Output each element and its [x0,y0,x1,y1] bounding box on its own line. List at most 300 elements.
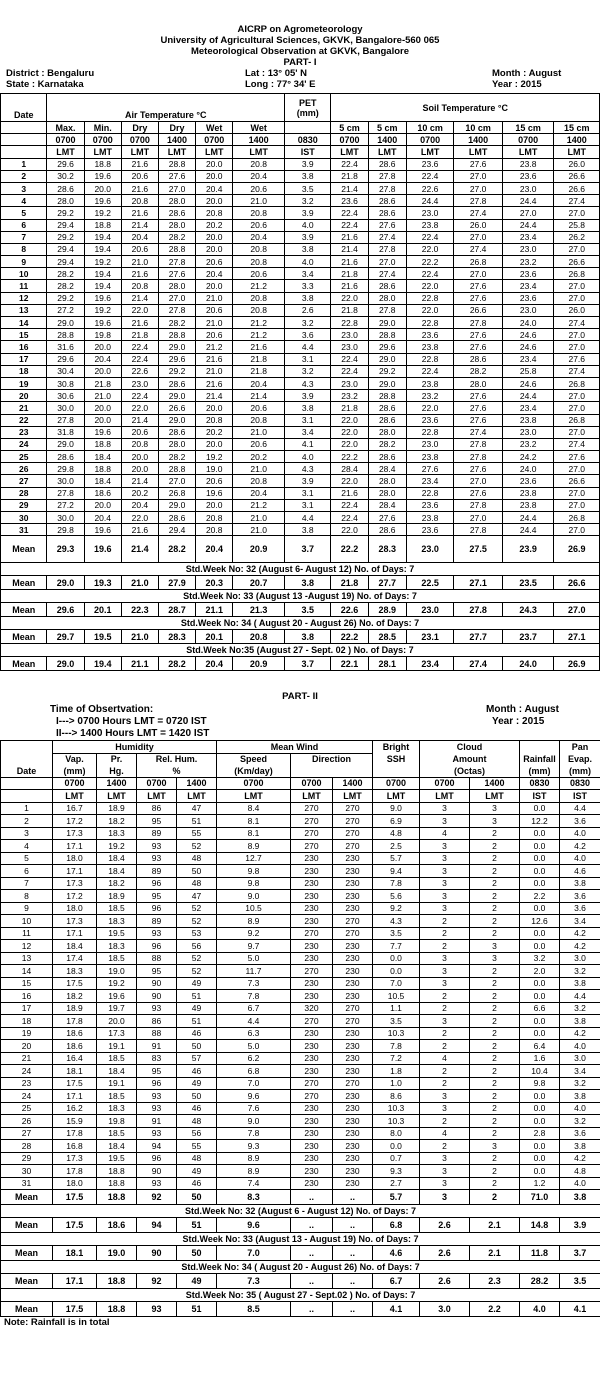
table-cell: 21.4 [331,182,368,194]
table-cell: 83 [137,1052,177,1065]
week-mean-cell: .. [333,1274,373,1289]
table-cell: 2 [420,1002,470,1015]
table-cell: 22.0 [331,438,368,450]
table-cell: 55 [177,1140,217,1153]
table-row [1,304,600,316]
table-cell: 22.0 [121,512,158,524]
table-cell: 20.4 [233,377,285,389]
week-mean-cell: 24.3 [502,603,554,617]
table-cell: 23.0 [331,377,368,389]
table-cell: 19.6 [97,990,137,1003]
table-cell: 48 [177,1152,217,1165]
table-cell: 28.6 [158,426,195,438]
table-cell: 29.0 [158,499,195,511]
table-cell: 17.3 [53,915,97,928]
amount-header: Amount [420,753,520,765]
table-cell: 3.2 [285,195,331,207]
table-cell: 30.0 [47,475,84,487]
table-cell: 86 [137,1015,177,1028]
table-row [1,170,600,182]
table-cell: 3 [420,1152,470,1165]
table-cell: 4.0 [560,852,600,865]
p1-col-header: Dry [121,122,158,134]
week-mean-cell: 51 [177,1218,217,1233]
table-cell: 3 [420,952,470,965]
table-cell: 270 [291,1090,333,1103]
table-cell: 29.8 [47,524,84,536]
table-cell: 4.3 [285,463,331,475]
table-cell: 27.0 [554,524,600,536]
week-mean-cell: 9.6 [217,1218,291,1233]
table-cell: 3.9 [285,231,331,243]
table-cell: 4.0 [285,219,331,231]
table-cell: 3.4 [285,268,331,280]
table-cell: 28.2 [158,451,195,463]
table-cell: 21.0 [233,463,285,475]
table-cell: 16.4 [53,1052,97,1065]
table-row [1,268,600,280]
p2-time-col-spacer [1,777,53,790]
week-mean-cell: 20.1 [196,630,233,644]
vap-header: Vap. [53,753,97,765]
observation-times [0,702,600,752]
table-cell: 18.0 [53,1177,97,1190]
table-cell: 95 [137,1065,177,1078]
table-cell: 29.4 [47,243,84,255]
table-cell: 2 [470,1165,520,1178]
table-cell: 2 [470,1052,520,1065]
table-cell: 23.8 [406,512,454,524]
row-date: 18 [1,1015,53,1028]
table-cell: 9.8 [217,865,291,878]
table-row [1,195,600,207]
week-mean-cell: 21.1 [121,657,158,671]
row-date: 30 [1,512,47,524]
direction-header: Direction [291,753,373,765]
table-row [1,1140,600,1153]
table-cell: 23.0 [406,438,454,450]
table-row [1,1152,600,1165]
table-cell: 27.0 [158,292,195,304]
table-cell: 230 [291,1040,333,1053]
row-date: 19 [1,377,47,389]
table-cell: 19.2 [84,207,121,219]
table-cell: 27.8 [454,451,503,463]
p1-time-header: 1400 [158,134,195,146]
table-row [1,1027,600,1040]
table-cell: 7.8 [373,1040,420,1053]
table-cell: 24.6 [502,329,554,341]
table-cell: 18.1 [53,1065,97,1078]
table-cell: 20.0 [196,280,233,292]
table-cell: 230 [291,865,333,878]
table-cell: 3 [420,1165,470,1178]
table-cell: 29.2 [368,365,406,377]
week-mean-cell: 28.3 [158,630,195,644]
octas-unit: (Octas) [420,765,520,777]
table-cell: 27.8 [47,487,84,499]
table-cell: 27.0 [554,243,600,255]
table-cell: 2 [420,940,470,953]
row-date: 7 [1,231,47,243]
table-cell: 4.3 [373,915,420,928]
week-mean-cell: 28.5 [368,630,406,644]
table-cell: 19.8 [84,329,121,341]
table-cell: 21.6 [121,207,158,219]
table-cell: 3.8 [285,243,331,255]
week-mean-cell: 51 [177,1302,217,1317]
table-cell: 0.0 [520,927,560,940]
table-cell: 29.6 [158,353,195,365]
table-cell: 230 [333,1027,373,1040]
speed-unit: (Km/day) [217,765,291,777]
week-mean-row [1,630,600,644]
table-cell: 20.8 [121,438,158,450]
table-cell: 4.4 [285,341,331,353]
table-cell: 27.4 [454,207,503,219]
p1-unit-header: LMT [554,146,600,158]
table-cell: 2 [470,827,520,840]
header-line-1: AICRP on Agrometeorology [237,24,363,35]
week-mean-cell: 20.4 [196,657,233,671]
table-cell: 20.6 [196,329,233,341]
table-cell: 27.8 [454,438,503,450]
table-cell: 27.6 [454,280,503,292]
table-cell: 20.0 [121,463,158,475]
table-cell: 3 [420,1177,470,1190]
table-cell: 0.0 [373,952,420,965]
table-cell: 27.8 [454,524,503,536]
table-cell: 28.2 [158,317,195,329]
table-cell: 22.8 [406,317,454,329]
table-cell: 21.8 [331,170,368,182]
table-cell: 18.9 [97,890,137,903]
week-mean-cell: 18.8 [97,1274,137,1289]
table-cell: 29.2 [47,207,84,219]
table-cell: 27.0 [502,207,554,219]
mean-cell: 50 [177,1190,217,1205]
table-cell: 8.1 [217,815,291,828]
table-cell: 2 [470,1027,520,1040]
row-date: 30 [1,1165,53,1178]
table-cell: 26.6 [554,182,600,194]
table-cell: 22.0 [331,524,368,536]
row-date: 5 [1,852,53,865]
p1-col-header: 10 cm [406,122,454,134]
p2-unit-header: LMT [420,790,470,803]
table-cell: 270 [291,1077,333,1090]
table-cell: 20.8 [196,524,233,536]
table-cell: 23.0 [331,341,368,353]
table-cell: 3.8 [285,292,331,304]
table-cell: 2 [470,1152,520,1165]
week-mean-cell: .. [291,1218,333,1233]
row-date: 13 [1,304,47,316]
table-cell: 6.4 [520,1040,560,1053]
table-cell: 27.0 [554,390,600,402]
table-cell: 26.8 [554,512,600,524]
table-cell: 52 [177,840,217,853]
week-mean-cell: 17.5 [53,1218,97,1233]
week-mean-cell: 3.5 [285,603,331,617]
mean-cell: 28.3 [368,536,406,563]
table-cell: 230 [291,890,333,903]
table-cell: 20.6 [121,426,158,438]
table-cell: 270 [333,827,373,840]
table-cell: 3.5 [373,927,420,940]
table-cell: 23.4 [502,231,554,243]
table-cell: 9.7 [217,940,291,953]
table-cell: 17.5 [53,1077,97,1090]
table-cell: 46 [177,1102,217,1115]
table-cell: 27.0 [554,207,600,219]
p2-unit-header: LMT [137,790,177,803]
table-cell: 55 [177,827,217,840]
table-cell: 22.4 [406,365,454,377]
table-cell: 27.0 [158,475,195,487]
p1-col-header: 5 cm [331,122,368,134]
table-cell: 27.2 [47,499,84,511]
table-cell: 3.0 [560,952,600,965]
table-row [1,1040,600,1053]
table-cell: 26.0 [554,158,600,170]
table-cell: 7.8 [217,1127,291,1140]
table-cell: 49 [177,1077,217,1090]
week-mean-cell: 22.2 [331,630,368,644]
table-cell: 89 [137,827,177,840]
table-cell: 95 [137,965,177,978]
table-cell: 4.0 [285,451,331,463]
table-row [1,182,600,194]
table-cell: 51 [177,990,217,1003]
table-cell: 19.2 [97,840,137,853]
table-row [1,852,600,865]
table-cell: 230 [333,1152,373,1165]
table-cell: 3.1 [285,353,331,365]
table-cell: 0.0 [520,940,560,953]
mean-cell: 26.9 [554,536,600,563]
table-cell: 22.4 [121,353,158,365]
table-cell: 21.2 [233,317,285,329]
row-date: 31 [1,1177,53,1190]
table-cell: 9.2 [373,902,420,915]
table-cell: 22.8 [406,426,454,438]
week-mean-cell: 21.8 [331,576,368,590]
table-cell: 21.2 [196,341,233,353]
table-cell: 230 [333,902,373,915]
p2-unit-header: LMT [53,790,97,803]
monthly-mean-row [1,1190,600,1205]
table-cell: 46 [177,1065,217,1078]
table-cell: 3 [420,977,470,990]
table-cell: 230 [333,865,373,878]
table-cell: 96 [137,902,177,915]
table-cell: 12.2 [520,815,560,828]
table-cell: 27.6 [454,487,503,499]
table-cell: 230 [291,1102,333,1115]
table-cell: 27.6 [454,402,503,414]
mean-cell: 22.2 [331,536,368,563]
table-cell: 28.6 [368,280,406,292]
table-cell: 27.6 [454,414,503,426]
week-mean-cell: 11.8 [520,1246,560,1261]
week-mean-cell: 4.6 [373,1246,420,1261]
table-cell: 21.2 [233,329,285,341]
table-cell: 7.8 [373,877,420,890]
table-cell: 3.5 [285,182,331,194]
table-cell: 23.8 [406,377,454,389]
table-cell: 20.4 [121,231,158,243]
table-cell: 21.8 [331,402,368,414]
district-label: District : Bengaluru [6,68,95,79]
table-cell: 17.8 [53,1127,97,1140]
week-mean-cell: 18.6 [97,1218,137,1233]
table-cell: 21.6 [121,524,158,536]
table-cell: 18.3 [97,915,137,928]
week-mean-cell: 28.7 [158,603,195,617]
table-cell: 18.2 [53,990,97,1003]
table-cell: 270 [333,802,373,815]
table-cell: 2 [420,1077,470,1090]
table-cell: 27.0 [454,512,503,524]
table-cell: 29.0 [158,414,195,426]
table-cell: 270 [333,1015,373,1028]
table-row [1,231,600,243]
table-cell: 29.0 [47,438,84,450]
table-cell: 23.0 [406,207,454,219]
table-cell: 230 [291,1152,333,1165]
mean-cell: 23.9 [502,536,554,563]
table-cell: 17.8 [53,1165,97,1178]
table-cell: 3 [420,890,470,903]
header-line-3: Meteorological Observation at GKVK, Bangalore [190,46,410,57]
table-row [1,207,600,219]
rainfall-unit: (mm) [520,765,560,777]
week-mean-cell: 2.3 [470,1274,520,1289]
table-cell: 22.6 [406,182,454,194]
week-mean-cell: 20.1 [84,603,121,617]
table-cell: 22.4 [121,341,158,353]
table-cell: 23.6 [406,524,454,536]
table-cell: 26.6 [554,170,600,182]
table-cell: 27.0 [454,268,503,280]
p2-time-header: 0700 [53,777,97,790]
table-row [1,512,600,524]
table-row [1,927,600,940]
table-cell: 96 [137,877,177,890]
table-cell: 28.6 [454,353,503,365]
week-mean-cell: 49 [177,1274,217,1289]
std-week-label: Std.Week No: 32 (August 6 - August 12) No. of Days: 7 [1,1205,600,1218]
mean-cell: 28.2 [158,536,195,563]
p1-unit-header: LMT [331,146,368,158]
table-cell: 2.7 [373,1177,420,1190]
table-cell: 27.4 [454,426,503,438]
table-cell: 57 [177,1052,217,1065]
table-row [1,952,600,965]
row-date: 5 [1,207,47,219]
table-cell: 28.0 [368,475,406,487]
table-cell: 230 [291,1127,333,1140]
table-cell: 27.4 [554,365,600,377]
week-mean-cell: 27.9 [158,576,195,590]
table-cell: 0.0 [520,1115,560,1128]
row-date: 25 [1,1102,53,1115]
table-cell: 230 [291,940,333,953]
table-cell: 19.1 [97,1040,137,1053]
week-mean-cell: 17.5 [53,1302,97,1317]
table-cell: 26.8 [554,268,600,280]
table-cell: 19.6 [84,317,121,329]
table-cell: 20.4 [233,170,285,182]
table-cell: 23.6 [406,499,454,511]
table-cell: 22.4 [331,512,368,524]
table-cell: 28.0 [47,195,84,207]
table-cell: 3.6 [560,815,600,828]
table-cell: 27.6 [454,158,503,170]
row-date: 26 [1,1115,53,1128]
table-cell: 96 [137,1077,177,1090]
p1-time-header: 0700 [121,134,158,146]
row-date: 24 [1,1090,53,1103]
speed-header: Speed [217,753,291,765]
table-cell: 90 [137,1165,177,1178]
table-cell: 3.1 [285,487,331,499]
table-cell: 4.8 [560,1165,600,1178]
bright-header: Bright [373,741,420,754]
week-mean-cell: 93 [137,1302,177,1317]
table-cell: 17.1 [53,1090,97,1103]
table-cell: 46 [177,1027,217,1040]
table-cell: 230 [333,1040,373,1053]
table-cell: 23.8 [502,487,554,499]
table-cell: 2 [470,877,520,890]
table-cell: 3 [420,852,470,865]
table-cell: 27.6 [454,341,503,353]
table-cell: 2 [470,1127,520,1140]
table-cell: 22.4 [331,499,368,511]
table-cell: 21.2 [233,280,285,292]
table-cell: 28.4 [331,463,368,475]
week-mean-cell: 2.1 [470,1218,520,1233]
table-cell: 24.4 [502,390,554,402]
table-cell: 19.0 [97,965,137,978]
week-mean-cell: 90 [137,1246,177,1261]
table-cell: 89 [137,915,177,928]
table-cell: 23.6 [502,292,554,304]
std-week-label: Std.Week No: 34 ( August 20 - August 26) No. of Days: 7 [1,1261,600,1274]
table-cell: 7.2 [373,1052,420,1065]
evap-unit: (mm) [560,765,600,777]
table-cell: 20.8 [121,280,158,292]
table-cell: 18.6 [84,487,121,499]
row-date: 23 [1,426,47,438]
week-mean-cell: 21.1 [196,603,233,617]
table-cell: 86 [137,802,177,815]
table-cell: 3.8 [560,1015,600,1028]
week-mean-cell: .. [333,1218,373,1233]
std-week-label: Std.Week No: 32 (August 6- August 12) No. of Days: 7 [1,563,600,576]
p2-unit-header: IST [560,790,600,803]
table-cell: 3.9 [285,390,331,402]
table-cell: 230 [333,1065,373,1078]
mean-cell: Mean [1,536,47,563]
week-mean-cell: 19.3 [84,576,121,590]
table-cell: 28.8 [368,329,406,341]
table-cell: 4.4 [560,802,600,815]
table-cell: 19.4 [84,280,121,292]
table-cell: 20.6 [233,402,285,414]
